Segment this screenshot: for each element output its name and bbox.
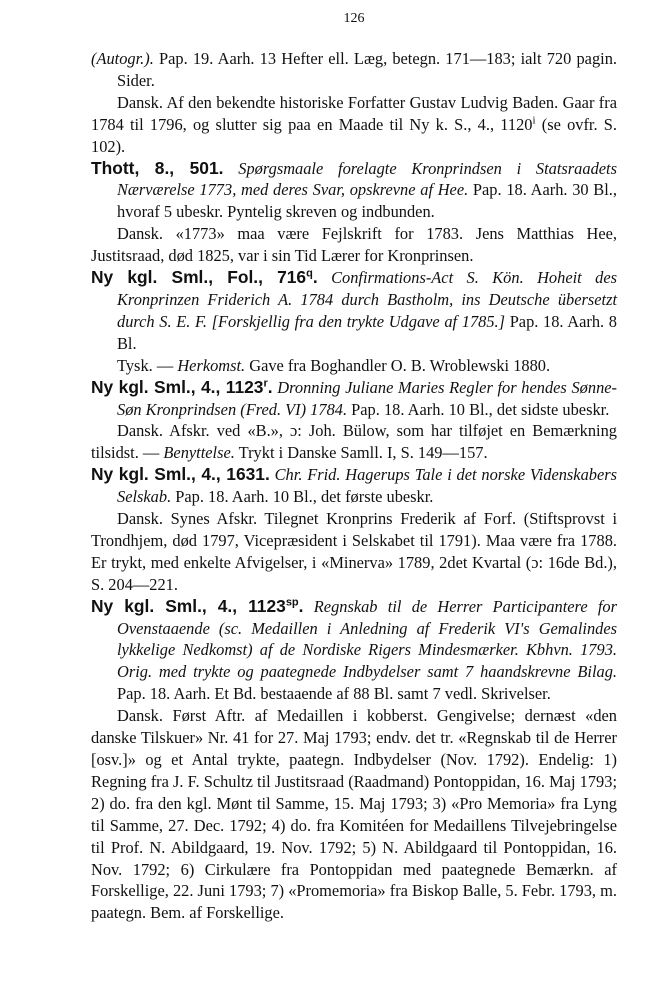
text-run: Pap. 18. Aarh. 8 Bl. — [117, 311, 617, 353]
text-run: Dansk. Synes Afskr. Tilegnet Kronprins Frederik af Forf. (Stiftsprovst i Trondhjem, død 1797, Vicepræsident i Selskabet til 1791). Maa være fra 1788. Er trykt, med enkelte Afvigelser, i «Minerva» 1789, 2det Kvartal (ɔ: 16de Bd.), S. 204—221. — [91, 509, 617, 594]
entry-heading-paragraph — [91, 464, 617, 508]
entry-note-paragraph — [91, 92, 617, 158]
text-run: Pap. 18. Aarh. Et Bd. bestaaende af 88 Bl. samt 7 vedl. Skrivelser. — [117, 684, 551, 704]
catalog-entry — [91, 158, 617, 268]
text-run: (se ovfr. S. 102). — [91, 114, 617, 156]
shelfmark: Thott, 8., 501. — [91, 157, 224, 178]
text-run: Tysk. — — [117, 355, 178, 375]
shelfmark: . — [298, 595, 304, 616]
shelfmark: Ny kgl. Sml., 4., 1123 — [91, 595, 286, 616]
entry-heading-paragraph — [91, 377, 617, 421]
page-number: 126 — [343, 11, 365, 26]
shelfmark: . — [312, 267, 318, 288]
entry-note-paragraph — [91, 508, 617, 596]
catalog-entry — [91, 48, 617, 158]
text-run: Dansk. Afskr. ved «B.», ɔ: Joh. Bülow, som har tilføjet en Bemærkning tilsidst. — — [91, 421, 617, 463]
shelfmark: Ny kgl. Sml., Fol., 716 — [91, 267, 307, 288]
catalog-entries — [91, 48, 617, 924]
entry-heading-paragraph — [91, 158, 617, 224]
catalog-entry — [91, 377, 617, 465]
text-run — [223, 159, 238, 178]
shelfmark: Ny kgl. Sml., 4., 1123 — [91, 376, 264, 397]
catalog-page — [91, 8, 617, 924]
text-run: Trykt i Danske Samll. I, S. 149—157. — [234, 443, 488, 463]
entry-heading-paragraph — [91, 267, 617, 355]
entry-note-paragraph — [91, 223, 617, 267]
shelfmark: . — [267, 376, 273, 397]
catalog-entry — [91, 596, 617, 925]
text-run: Pap. 18. Aarh. 10 Bl., det sidste ubeskr. — [347, 399, 610, 419]
text-run: Dansk. Først Aftr. af Medaillen i kobberst. Gengivelse; dernæst «den danske Tilskuer» Nr. 41 for 27. Maj 1793; endv. det tr. «Regnskab til de Herrer [osv.]» og et Antal trykte, paategn. Indbydelser (Nov. 1792). Endelig: 1) Regning fra J. F. Schultz til Justitsraad (Raadmand) Pontoppidan, 16. Maj 1793; 2) do. fra den kgl. Mønt til Samme, 15. Maj 1793; 3) «Pro Memoria» fra Lyng til Samme, 27. Dec. 1792; 4) do. fra Komitéen for Medaillens Tilvejebringelse til Prof. N. Abildgaard, 19. Nov. 1792; 5) N. Abildgaard til Pontoppidan, 16. Nov. 1792; 6) Cirkulære fra Pontoppidan med paategnede Bemærkn. af Forskellige, 22. Juni 1793; 7) «Promemoria» fra Biskop Balle, 5. Febr. 1793, m. paategn. Bem. af Forskellige. — [91, 706, 617, 923]
entry-note-paragraph — [91, 355, 617, 377]
shelfmark: r — [263, 377, 268, 390]
entry-heading-paragraph — [91, 48, 617, 92]
shelfmark: Ny kgl. Sml., 4., 1631. — [91, 464, 270, 485]
entry-note-paragraph — [91, 420, 617, 464]
catalog-entry — [91, 464, 617, 595]
superscript: i — [532, 114, 536, 127]
entry-title: Spørgsmaale forelagte Kronprindsen i Statsraadets Nærværelse 1773, med deres Svar, opskrevne af Hee. — [117, 158, 617, 200]
entry-title: Confirmations-Act S. Kön. Hoheit des Kronprinzen Friderich A. 1784 durch Bastholm, ins Deutsche übersetzt durch S. E. F. [Forskjellig fra den trykte Udgave af 1785.] — [117, 268, 617, 331]
entry-title: Herkomst. — [177, 355, 246, 375]
text-run: Dansk. «1773» maa være Fejlskrift for 1783. Jens Matthias Hee, Justitsraad, død 1825, var i sin Tid Lærer for Kronprinsen. — [91, 224, 617, 266]
catalog-entry — [91, 267, 617, 377]
entry-title: (Autogr.). — [91, 49, 154, 68]
shelfmark: q — [306, 267, 313, 280]
entry-title: Regnskab til de Herrer Participantere for Ovenstaaende (sc. Medaillen i Anledning af Frederik VI's Gemalindes lykkelige Nedkomst) af de Nordiske Rigers Mindesmærker. Kbhvn. 1793. Orig. med trykte og paategnede Indbydelser samt 7 haandskrevne Bilag. — [117, 596, 617, 682]
entry-title: Chr. Frid. Hagerups Tale i det norske Videnskabers Selskab. — [117, 465, 617, 507]
text-run: Gave fra Boghandler O. B. Wroblewski 1880. — [245, 355, 551, 375]
text-run: Pap. 18. Aarh. 10 Bl., det første ubeskr. — [171, 487, 434, 507]
shelfmark: sp — [285, 596, 299, 609]
entry-note-paragraph — [91, 705, 617, 924]
text-run — [318, 268, 331, 287]
text-run: Pap. 18. Aarh. 30 Bl., hvoraf 5 ubeskr. Pyntelig skreven og indbunden. — [117, 180, 617, 222]
text-run — [304, 597, 314, 616]
entry-title: Benyttelse. — [163, 443, 235, 463]
entry-title: Dronning Juliane Maries Regler for hendes Sønne-Søn Kronprindsen (Fred. VI) 1784. — [117, 377, 618, 419]
text-run: Pap. 19. Aarh. 13 Hefter ell. Læg, betegn. 171—183; ialt 720 pagin. Sider. — [117, 49, 617, 90]
entry-heading-paragraph — [91, 596, 617, 706]
text-run: Dansk. Af den bekendte historiske Forfatter Gustav Ludvig Baden. Gaar fra 1784 til 1796, og slutter sig paa en Maade til Ny k. S., 4., 1120 — [91, 92, 617, 134]
